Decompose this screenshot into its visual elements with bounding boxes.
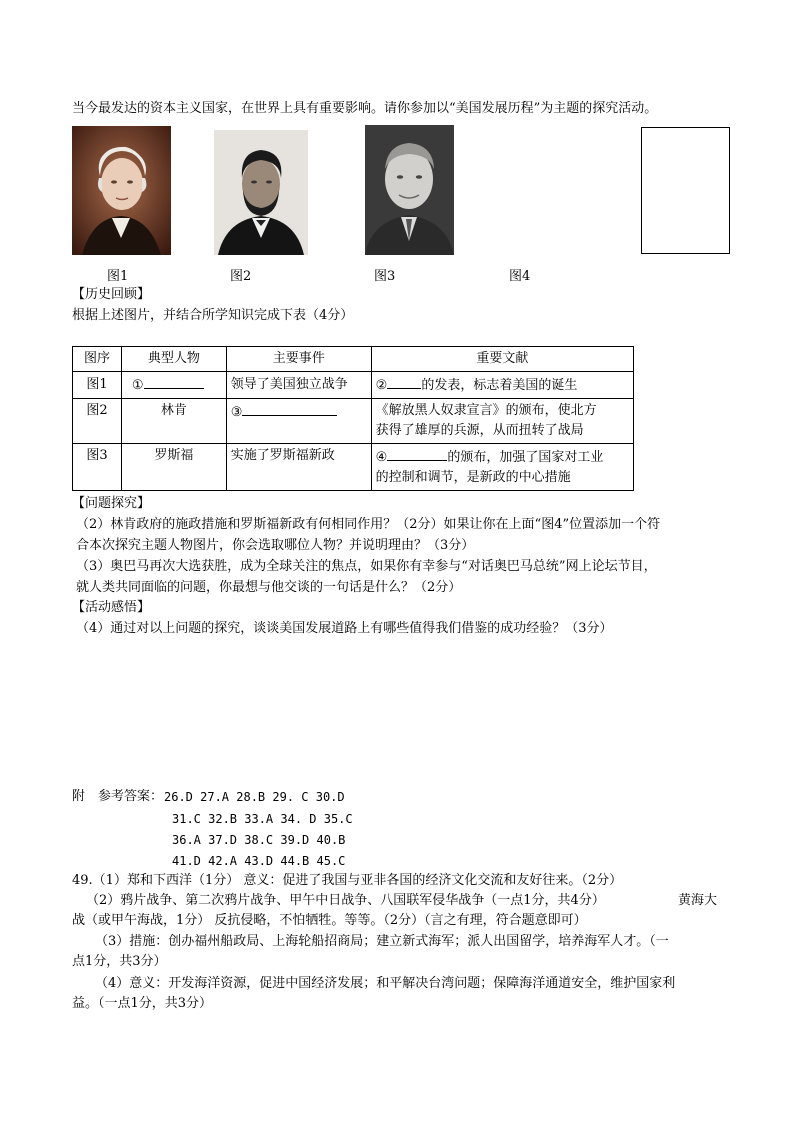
table-header-row	[73, 347, 634, 372]
question-2-line2: 合本次探究主题人物图片，你会选取哪位人物？并说明理由？（3分）	[76, 538, 475, 553]
answer-blank[interactable]	[144, 374, 204, 389]
header-cell: 图序	[73, 347, 122, 372]
answer-49-part2: （2）鸦片战争、第二次鸦片战争、甲午中日战争、八国联军侵华战争（一点1分，共4分）	[86, 893, 605, 908]
event-blank-cell[interactable]	[226, 399, 371, 444]
doc-cell	[371, 372, 633, 399]
event-cell: 领导了美国独立战争	[226, 372, 371, 399]
answer-49-part4: （4）意义：开发海洋资源，促进中国经济发展；和平解决台湾问题；保障海洋通道安全，维护国家利	[95, 976, 676, 991]
figure-3-caption: 图3	[374, 269, 396, 284]
section-history-instruction: 根据上述图片，并结合所学知识完成下表（4分）	[72, 308, 354, 323]
figure-1-caption: 图1	[107, 269, 129, 284]
section-history-heading: 【历史回顾】	[72, 287, 151, 302]
question-2-line1: （2）林肯政府的施政措施和罗斯福新政有何相同作用？（2分）如果让你在上面“图4”位置添加一个符	[76, 517, 661, 532]
answer-49-part3: （3）措施：创办福州船政局、上海轮船招商局；建立新式海军；派人出国留学，培养海军人才。（一	[95, 934, 669, 949]
question-3-line1: （3）奥巴马再次大选获胜，成为全球关注的焦点，如果你有幸参与“对话奥巴马总统”网上论坛节目，	[76, 559, 657, 574]
fig-cell: 图2	[73, 399, 122, 444]
fig-cell: 图1	[73, 372, 122, 399]
empty-frame-icon	[641, 127, 730, 254]
section-inquiry-heading: 【问题探究】	[72, 496, 151, 511]
answers-line-2: 31.C 32.B 33.A 34. D 35.C	[172, 812, 353, 826]
header-cell: 主要事件	[226, 347, 371, 372]
answer-49-part4-cont: 益。（一点1分，共3分）	[72, 996, 213, 1011]
blank-number: ②	[375, 378, 388, 393]
answers-line-3: 36.A 37.D 38.C 39.D 40.B	[172, 833, 346, 847]
intro-text: 当今最发达的资本主义国家，在世界上具有重要影响。请你参加以“美国发展历程”为主题的探究活动。	[72, 101, 658, 116]
doc-cell	[371, 399, 633, 444]
table-row	[73, 399, 634, 444]
event-cell: 实施了罗斯福新政	[226, 444, 371, 491]
doc-text: 《解放黑人奴隶宣言》的颁布，使北方	[375, 403, 597, 418]
header-cell: 典型人物	[121, 347, 226, 372]
section-reflection-heading: 【活动感悟】	[72, 600, 151, 615]
roosevelt-portrait-icon	[365, 125, 454, 255]
answer-49-part1: 49.（1）郑和下西洋（1分） 意义：促进了我国与亚非各国的经济文化交流和友好往来。（2分）	[72, 873, 623, 888]
doc-text: 的发表，标志着美国的诞生	[421, 378, 578, 393]
doc-text: 的颁布，加强了国家对工业	[447, 450, 604, 465]
answer-49-part3-cont: 点1分，共3分）	[72, 954, 167, 969]
doc-cell	[371, 444, 633, 491]
lincoln-portrait-icon	[214, 130, 308, 255]
header-cell: 重要文献	[371, 347, 633, 372]
table-row	[73, 372, 634, 399]
history-table	[72, 346, 634, 491]
answer-49-part2-tail: 黄海大	[678, 893, 718, 908]
answer-49-part2-cont: 战（或甲午海战，1分） 反抗侵略，不怕牺牲。等等。（2分）（言之有理，符合题意即可）	[72, 913, 587, 928]
answers-line-4: 41.D 42.A 43.D 44.B 45.C	[172, 854, 346, 868]
answer-blank[interactable]	[387, 374, 421, 389]
answer-blank[interactable]	[387, 446, 447, 461]
answer-blank[interactable]	[242, 401, 337, 416]
question-4: （4）通过对以上问题的探究，谈谈美国发展道路上有哪些值得我们借鉴的成功经验？（3分）	[76, 621, 613, 636]
blank-number: ①	[131, 378, 144, 393]
table-row	[73, 444, 634, 491]
figure-2-caption: 图2	[230, 269, 252, 284]
doc-text-line2: 获得了雄厚的兵源，从而扭转了战局	[375, 423, 584, 438]
blank-number: ④	[375, 450, 388, 465]
blank-number: ③	[230, 405, 243, 420]
question-3-line2: 就人类共同面临的问题，你最想与他交谈的一句话是什么？（2分）	[76, 580, 462, 595]
fig-cell: 图3	[73, 444, 122, 491]
person-cell: 罗斯福	[121, 444, 226, 491]
doc-text-line2: 的控制和调节，是新政的中心措施	[375, 470, 571, 485]
figure-4-caption: 图4	[509, 269, 531, 284]
person-cell: 林肯	[121, 399, 226, 444]
answers-label: 附 参考答案：	[72, 789, 164, 804]
washington-portrait-icon	[72, 126, 171, 255]
person-blank-cell[interactable]	[121, 372, 226, 399]
answers-line-1: 26.D 27.A 28.B 29. C 30.D	[164, 790, 345, 804]
